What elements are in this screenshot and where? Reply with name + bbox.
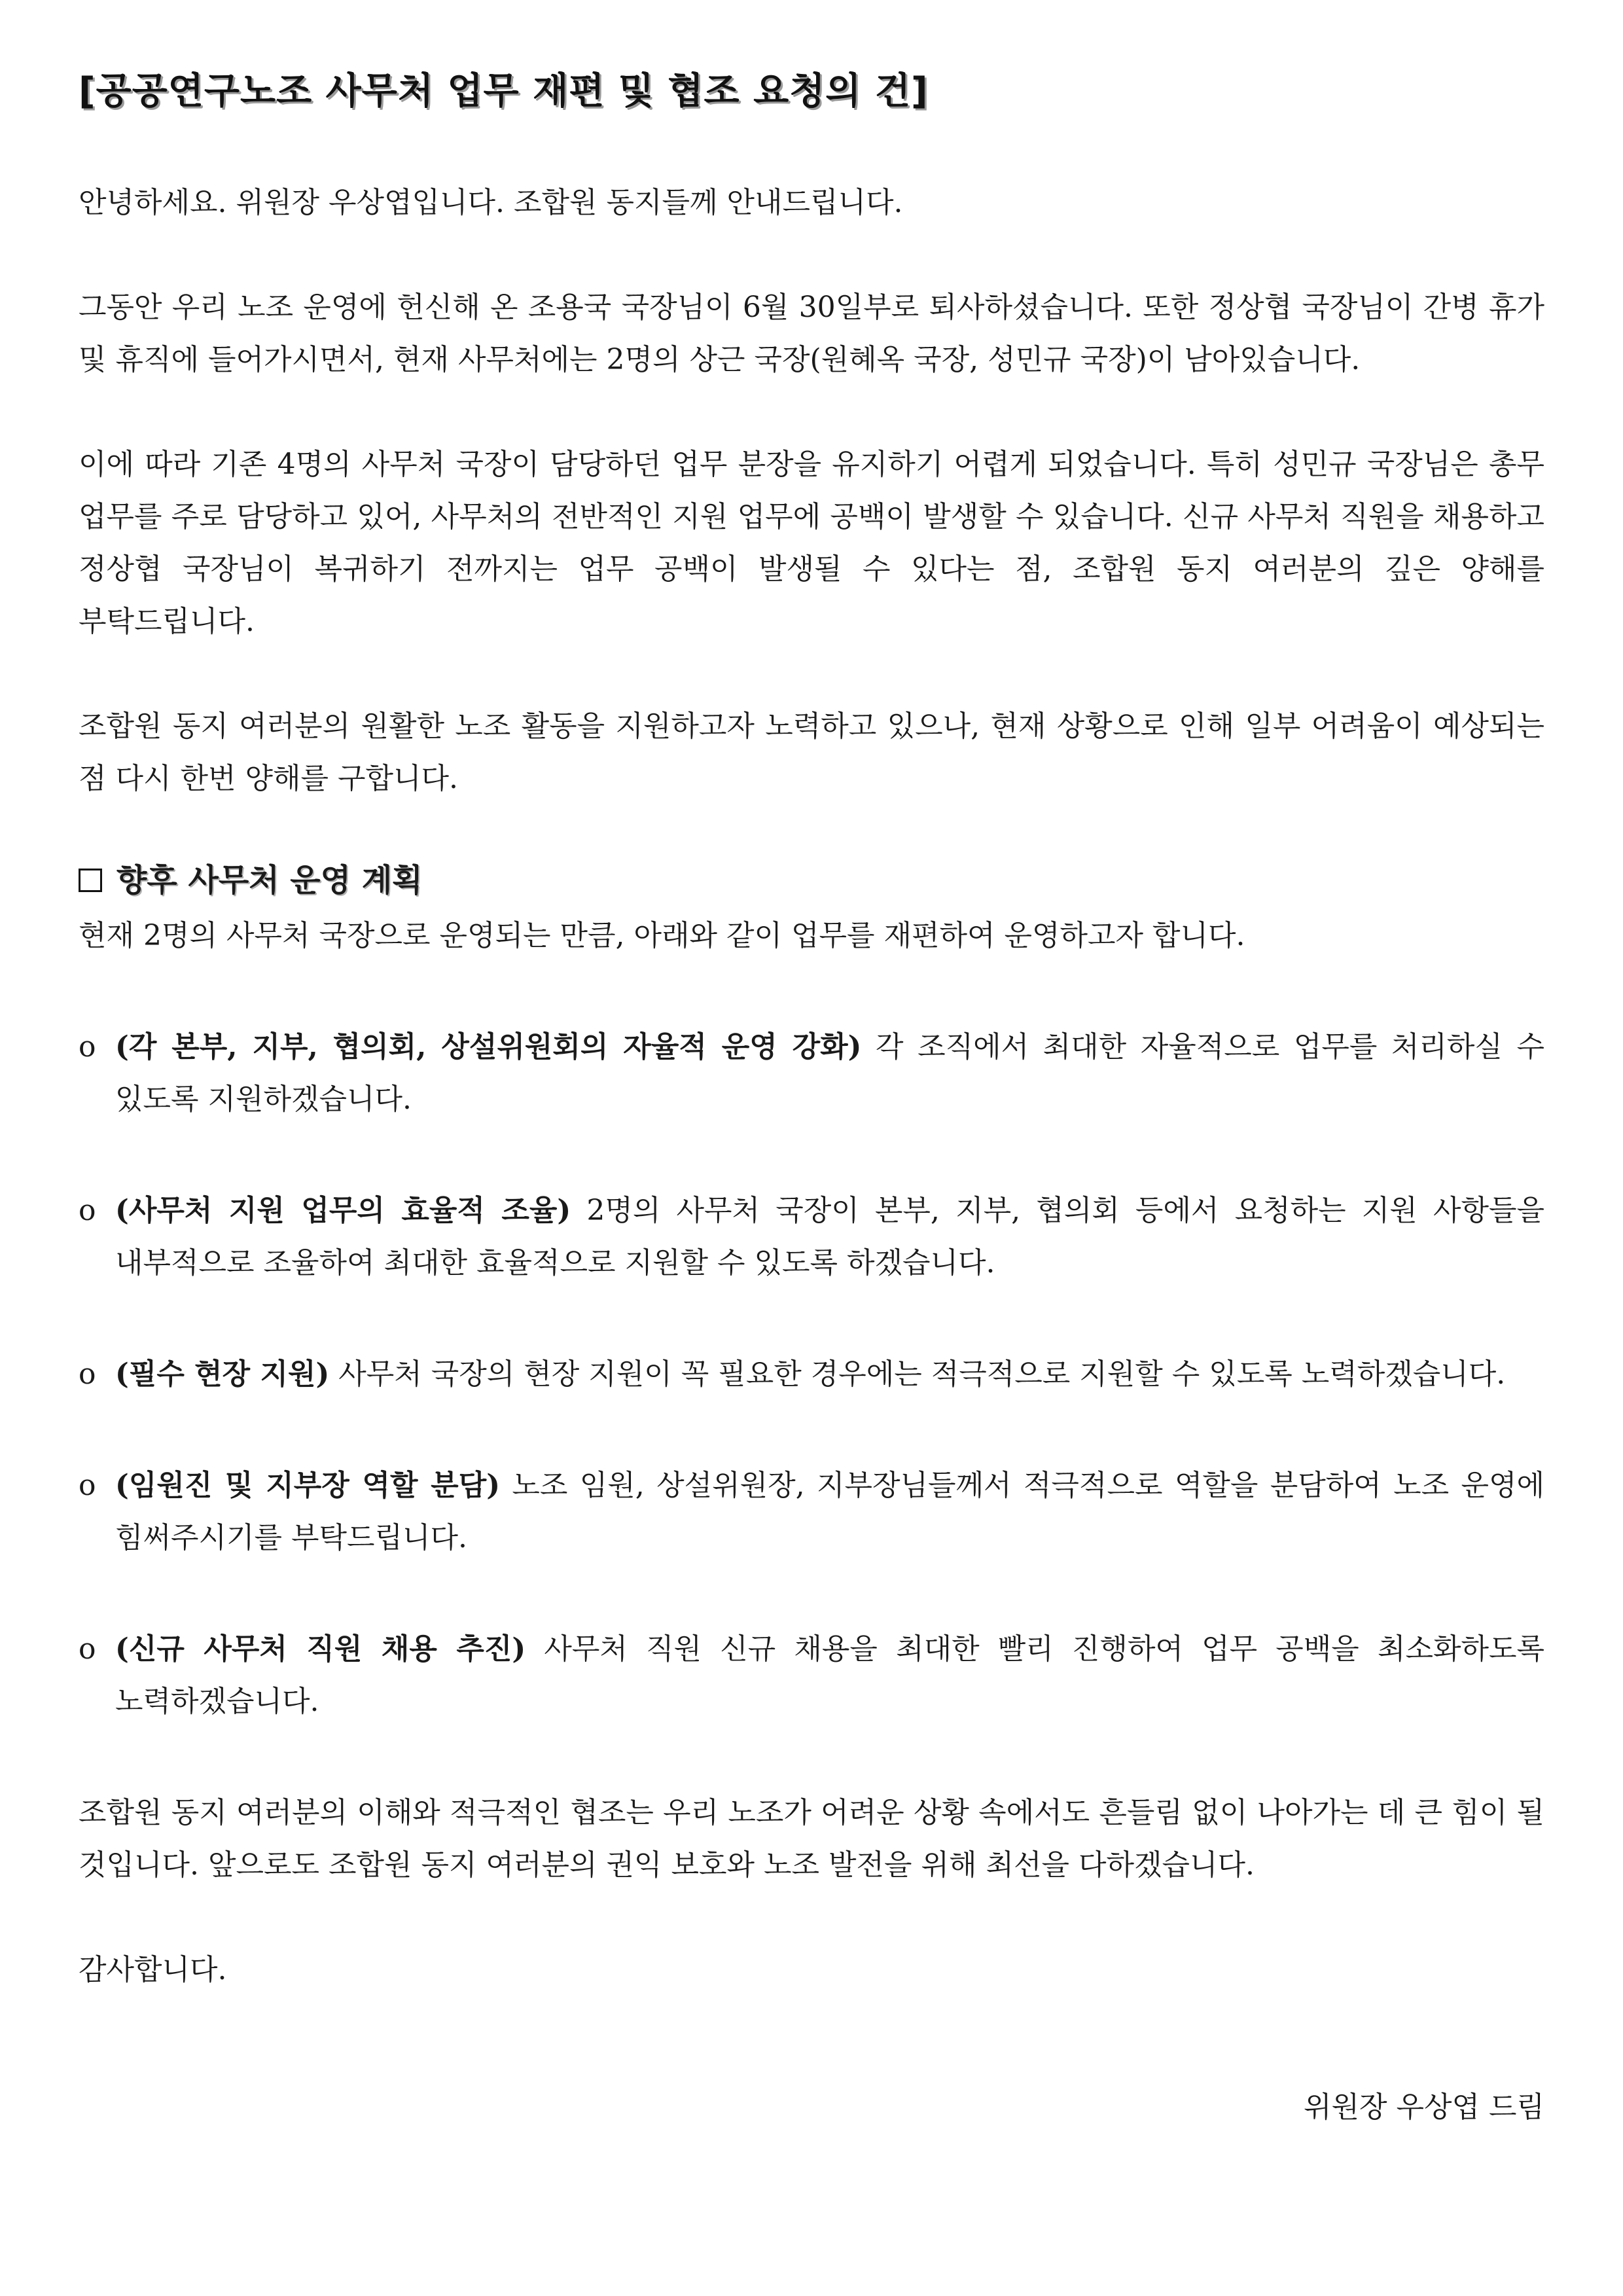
bullet-marker: o	[79, 1632, 96, 1666]
document-title: [공공연구노조 사무처 업무 재편 및 협조 요청의 건]	[79, 70, 929, 113]
plan-item-body: 사무처 직원 신규 채용을 최대한 빨리 진행하여 업무 공백을 최소화하도록 노력하겠습니다.	[115, 1632, 1544, 1718]
bullet-marker: o	[79, 1030, 96, 1064]
greeting-paragraph: 안녕하세요. 위원장 우상엽입니다. 조합원 동지들께 안내드립니다.	[79, 186, 903, 219]
closing-paragraph: 조합원 동지 여러분의 이해와 적극적인 협조는 우리 노조가 어려운 상황 속에서도 흔들림 없이 나아가는 데 큰 힘이 될 것입니다. 앞으로도 조합원 동지 여러분의 권익 보호와 노조 발전을 위해 최선을 다하겠습니다.	[79, 1796, 1544, 1882]
section-intro: 현재 2명의 사무처 국장으로 운영되는 만큼, 아래와 같이 업무를 재편하여 운영하고자 합니다.	[79, 919, 1245, 952]
empty-square-icon	[79, 869, 102, 892]
plan-item-body: 2명의 사무처 국장이 본부, 지부, 협의회 등에서 요청하는 지원 사항들을 내부적으로 조율하여 최대한 효율적으로 지원할 수 있도록 하겠습니다.	[115, 1194, 1544, 1280]
body-paragraph: 이에 따라 기존 4명의 사무처 국장이 담당하던 업무 분장을 유지하기 어렵게 되었습니다. 특히 성민규 국장님은 총무 업무를 주로 담당하고 있어, 사무처의 전반적인 지원 업무에 공백이 발생할 수 있습니다. 신규 사무처 직원을 채용하고 정상협 국장님이 복귀하기 전까지는 업무 공백이 발생될 수 있다는 점, 조합원 동지 여러분의 깊은 양해를 부탁드립니다.	[79, 448, 1544, 638]
plan-item-heading: (사무처 지원 업무의 효율적 조율)	[115, 1194, 571, 1227]
plan-item	[79, 1185, 1544, 1289]
plan-item	[79, 1021, 1544, 1126]
signature-line: 위원장 우상엽 드림	[1303, 2090, 1544, 2124]
plan-item-heading: (각 본부, 지부, 협의회, 상설위원회의 자율적 운영 강화)	[115, 1030, 862, 1064]
body-paragraph: 그동안 우리 노조 운영에 헌신해 온 조용국 국장님이 6월 30일부로 퇴사하셨습니다. 또한 정상협 국장님이 간병 휴가 및 휴직에 들어가시면서, 현재 사무처에는 2명의 상근 국장(원혜옥 국장, 성민규 국장)이 남아있습니다.	[79, 291, 1544, 376]
plan-item	[79, 1623, 1544, 1728]
bullet-marker: o	[79, 1194, 96, 1227]
plan-item-heading: (임원진 및 지부장 역할 분담)	[115, 1469, 501, 1502]
plan-item-heading: (신규 사무처 직원 채용 추진)	[115, 1632, 526, 1666]
bullet-marker: o	[79, 1469, 96, 1502]
plan-item-body: 각 조직에서 최대한 자율적으로 업무를 처리하실 수 있도록 지원하겠습니다.	[115, 1030, 1544, 1116]
section-heading-text: 향후 사무처 운영 계획	[116, 862, 423, 899]
plan-item-body: 노조 임원, 상설위원장, 지부장님들께서 적극적으로 역할을 분담하여 노조 운영에 힘써주시기를 부탁드립니다.	[115, 1469, 1544, 1554]
plan-item-heading: (필수 현장 지원)	[115, 1357, 330, 1391]
plan-item-body: 사무처 국장의 현장 지원이 꼭 필요한 경우에는 적극적으로 지원할 수 있도록 노력하겠습니다.	[329, 1357, 1506, 1391]
body-paragraph: 조합원 동지 여러분의 원활한 노조 활동을 지원하고자 노력하고 있으나, 현재 상황으로 인해 일부 어려움이 예상되는 점 다시 한번 양해를 구합니다.	[79, 709, 1544, 795]
thanks-line: 감사합니다.	[79, 1953, 227, 1986]
bullet-marker: o	[79, 1357, 96, 1391]
plan-item	[79, 1348, 1544, 1401]
document-body	[79, 65, 1544, 2134]
section-heading	[79, 857, 1544, 903]
plan-item	[79, 1460, 1544, 1564]
